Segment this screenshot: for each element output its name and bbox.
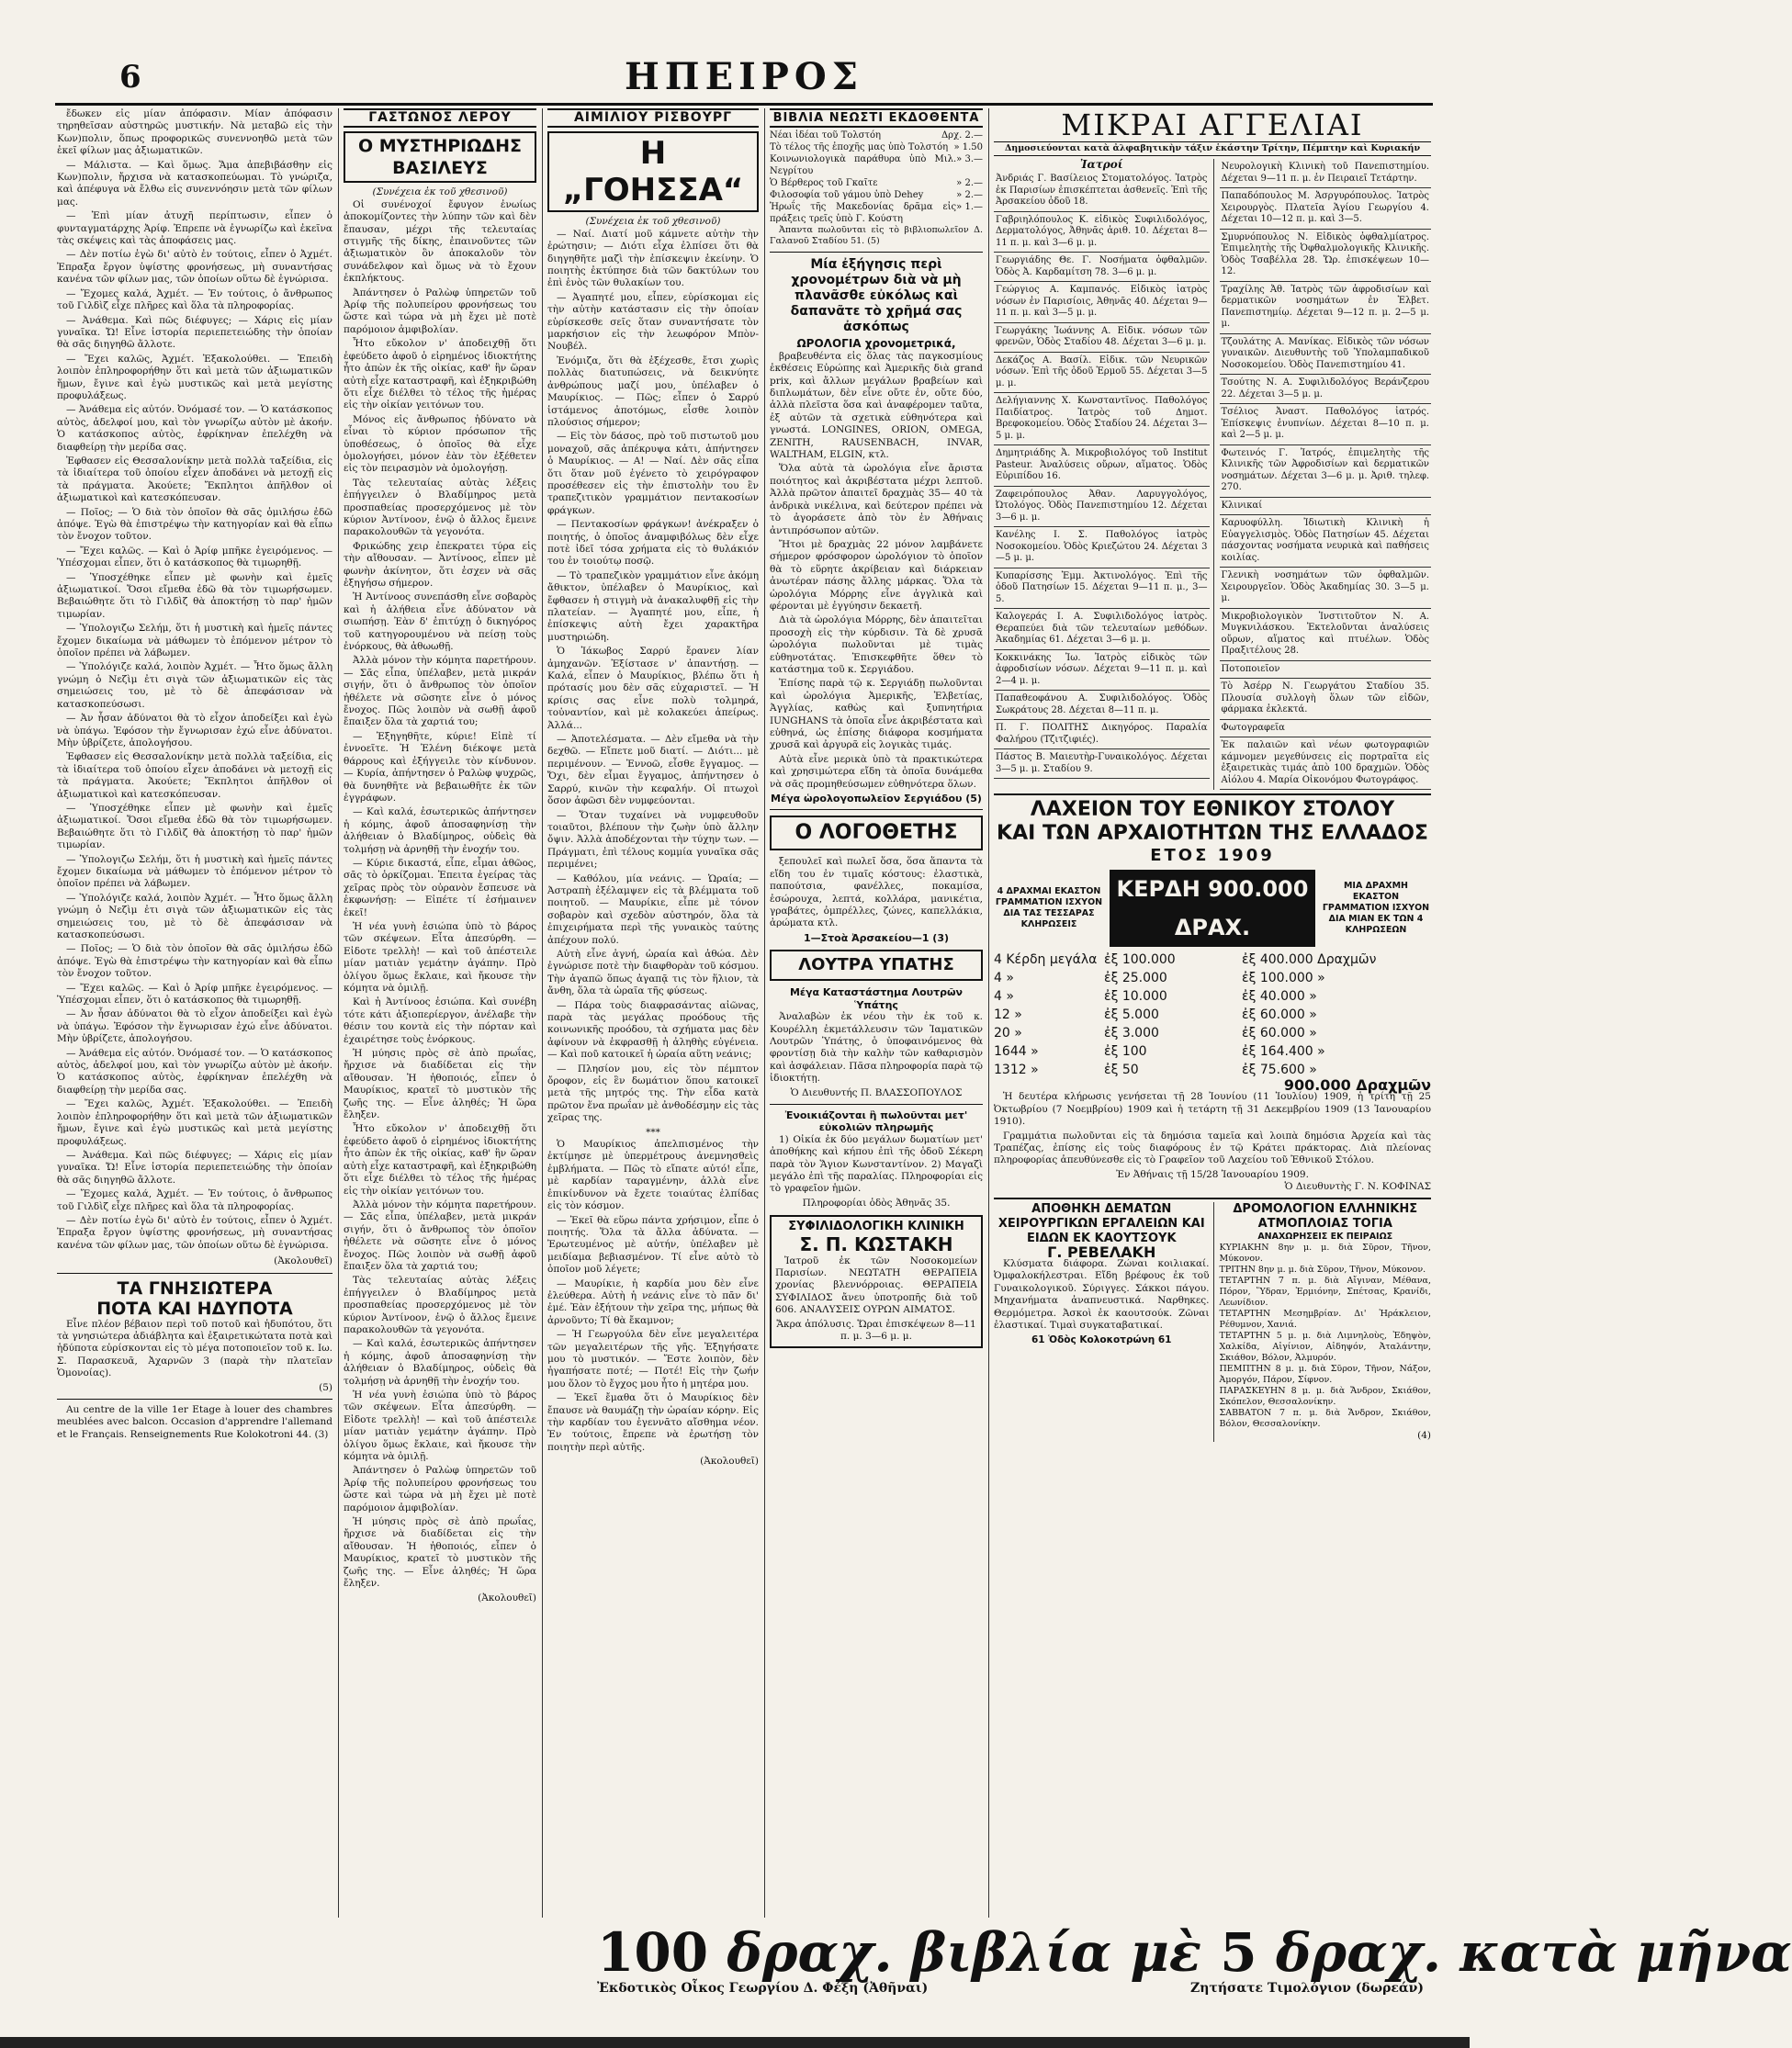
lottery-cell: ἐξ 100.000 »: [1242, 971, 1325, 985]
lottery-left-note: 4 ΔΡΑΧΜΑΙ ΕΚΑΣΤΟΝ ΓΡΑΜΜΑΤΙΟΝ ΙΣΧΥΟΝ ΔΙΑ ΤΑΣ ΤΕΣΣΑΡΑΣ ΚΛΗΡΩΣΕΙΣ: [995, 886, 1103, 929]
banner-text: δραχ. βιβλία μὲ: [727, 1921, 1202, 1984]
novel-text: — Τὸ τραπεζικὸν γραμμάτιον εἶνε ἀκόμη ἄθικτον, ὑπέλαβεν ὁ Μαυρίκιος, καὶ ἔφθασεν ἡ στιγμὴ νὰ ἀνακαλυφθῇ εἰς τὴν πλατείαν. — Ἀγαπητέ μου, εἶπε, ἡ ἐπίσκεψις αὐτὴ ἔχει χαρακτῆρα μυστηριώδη.: [547, 569, 759, 643]
novel-text: Ἡ νέα γυνὴ ἐσιώπα ὑπὸ τὸ βάρος τῶν σκέψεων. Εἶτα ἀπεσύρθη. — Εἰδοτε τρελλὴ! — καὶ τοῦ ἀπέστειλε μίαν ματιὰν γεμάτην ἀγάπην. Πρὸ ὀλίγου ὅμως ἔκλαιε, καὶ ἤκουσε τὴν κόμητα νὰ ὁμιλῇ.: [344, 920, 536, 994]
col1-text: — Ὑποσχέθηκε εἶπεν μὲ φωνὴν καὶ ἐμεῖς ἀξιωματικοί. Ὅσοι εἴμεθα ἐδῶ θὰ τὸν τιμωρήσωμεν. Βεβαιώθητε ὅτι τὸ Γιλδὶζ θὰ ἀποκτήσῃ τὸ παρ' ἡμῶν τιμωρίαν.: [57, 802, 332, 851]
book-price: » 2.—: [956, 178, 983, 189]
novel-text: Ἡ νέα γυνὴ ἐσιώπα ὑπὸ τὸ βάρος τῶν σκέψεων. Εἶτα ἀπεσύρθη. — Εἰδοτε τρελλὴ! — καὶ τοῦ ἀπέστειλε μίαν ματιὰν γεμάτην ἀγάπην. Πρὸ ὀλίγου ὅμως ἔκλαιε, καὶ ἤκουσε τὴν κόμητα νὰ ὁμιλῇ.: [344, 1390, 536, 1463]
col1-text: — Ἀνάθεμα. Καὶ πῶς διέφυγες; — Χάρις εἰς μίαν γυναῖκα. Ὤ! Εἶνε ἱστορία περιεπετειώδης τὴν ὁποίαν θὰ σᾶς διηγηθῶ ἄλλοτε.: [57, 314, 332, 351]
schedule-row: ΣΑΒΒΑΤΟΝ 7 π. μ. διὰ Ἄνδρον, Σκιάθον, Βόλον, Θεσσαλονίκην.: [1219, 1407, 1431, 1429]
classified-ad: Φωτογραφεῖα: [1220, 720, 1432, 738]
clinic-text: Ἰατροῦ ἐκ τῶν Νοσοκομείων Παρισίων. ΝΕΩΤΑΤΗ ΘΕΡΑΠΕΙΑ χρονίας βλεννόρροιας. ΘΕΡΑΠΕΙΑ ΣΥΦΙΛΙΔΟΣ ἄνευ ὑποτροπῆς διὰ τοῦ 606. ΑΝΑΛΥΣΕΙΣ ΟΥΡΩΝ ΑΙΜΑΤΟΣ.: [775, 1255, 977, 1316]
col1-text: — Ἀν ἦσαν ἀδύνατοι θὰ τὸ εἶχον ἀποδείξει καὶ ἐγὼ νὰ ὑπάγω. Ἐφόσον τὴν ἔγνωρισαν ἐχώ εἶνε ἀδύνατοι. Μὴν ὑβρίζετε, ἀπολογήσου.: [57, 1008, 332, 1045]
watch-shop: Μέγα ὡρολογοπωλεῖον Σεργιάδου (5): [771, 793, 982, 805]
schedule-list: [1220, 1243, 1432, 1430]
book-title: Κοινωνιολογικὰ παράθυρα ὑπὸ Μιλ. Νεγρίτου: [770, 154, 957, 177]
col1-text: — Ἀνάθεμα εἰς αὐτόν. Ὀνόμασέ τον. — Ὁ κατάσκοπος αὐτὸς, ἀδελφοί μου, καὶ τὸν γνωρίζω αὐτὸν μὲ ἀκοήν. Ὁ κατάσκοπος αὐτὸς, ἐφρίκηναν ἐπελέχθη νὰ διαφθείρῃ τὴν μερίδα σας.: [57, 404, 332, 453]
classified-ad: Δημητριάδης Ἀ. Μικροβιολόγος τοῦ Institut Pasteur. Ἀναλύσεις οὔρων, αἵματος. Ὁδὸς Εὐριπίδου 16.: [994, 445, 1210, 487]
novel-text: Φρικώδης χειρ ἐπεκρατει τύρα εἰς τὴν αἴθουσαν. — Ἀντίνοος, εἶπεν μὲ φωνὴν ἀκίνητον, ὅτι ἐσχεν νὰ σᾶς ἐξηγήσω σήμερον.: [344, 540, 536, 589]
books-header: ΒΙΒΛΙΑ ΝΕΩΣΤΙ ΕΚΔΟΘΕΝΤΑ: [770, 108, 983, 128]
baths-title: ΛΟΥΤΡΑ ΥΠΑΤΗΣ: [770, 950, 983, 981]
lottery-row: [994, 987, 1431, 1006]
ads-right-list: [1220, 159, 1432, 790]
novel-text: — Καὶ καλά, ἐσωτερικῶς ἀπήντησεν ἡ κόμης, ἀφοῦ ἀποσαφηνίσῃ τὴν ἀλήθειαν ὁ Βλαδίμηρος, οὐδεὶς θὰ τολμήσῃ νὰ ἀρνηθῇ τὴν ἐνοχήν του.: [344, 1338, 536, 1387]
column-rule: [338, 108, 339, 1918]
classified-ad: Τζουλάτης Α. Μανίκας. Εἰδικὸς τῶν νόσων γυναικῶν. Διευθυντὴς τοῦ Ὑπολαμπαδικοῦ Νοσοκομείου. Ὁδὸς Πανεπιστημίου 41.: [1220, 334, 1432, 376]
novel-title: Η „ΓΟΗΣΣΑ“: [547, 131, 759, 212]
lottery-cell: 12 »: [994, 1007, 1022, 1022]
book-title: Τὸ τέλος τῆς ἐποχῆς μας ὑπὸ Τολστόη: [770, 142, 949, 153]
store-owner: Γ. ΡΕΒΕΛΑΚΗ: [1047, 1243, 1156, 1261]
schedule-row: ΤΕΤΑΡΤΗΝ 7 π. μ. διὰ Αἴγιναν, Μέθανα, Πόρον, Ὕδραν, Ἑρμιόνην, Σπέτσας, Κρανίδι, Λεωνίδιον.: [1219, 1275, 1431, 1308]
col1-text: — Μάλιστα. — Καὶ ὅμως. Ἅμα ἀπεβιβάσθην εἰς Κων)πολιν, ἤρχισα νὰ κατασκοπεύωμαι. Τὸ γνώριζα, καὶ ἀπέφυγα νὰ ἔλθω εἰς συνεννόησιν μετὰ τῶν φίλων μας.: [57, 159, 332, 208]
schedule-number: (4): [1417, 1429, 1431, 1441]
novel-text: Ἦτο εὔκολον ν' ἀποδειχθῇ ὅτι ἐφεύδετο ἀφοῦ ὁ εἰρημένος ἰδιοκτήτης ἦτο ἀπὼν ἐκ τῆς οἰκίας, καθ' ἣν ὥραν αὐτὴ εἶχε καταστραφῆ, καὶ ἐξηκριβώθη ὅτι εἶχε διέλθει τὸ τέλος τῆς ἡμέρας εἰς τὴν οἰκίαν γειτόνων του.: [344, 1123, 536, 1197]
logothetis-address: 1—Στοὰ Ἀρσακείου—1 (3): [803, 931, 950, 944]
doctors-heading: Ἰατροί: [1079, 158, 1123, 171]
col1-text: ἔδωκεν εἰς μίαν ἀπόφασιν. Μίαν ἀπόφασιν τηρηθεῖσαν αὐστηρῶς μυστικήν. Νὰ μεταβῶ εἰς τὴν Κων)πολιν, ὅπως προφορικῶς συνεννοηθῶ μετὰ τῶν ἐκεῖ φίλων μας ἀξιωματικῶν.: [57, 108, 332, 157]
classified-ad: Παπαθεοφάνου Α. Συφιλιδολόγος. Ὁδὸς Σωκράτους 28. Δέχεται 8—11 π. μ.: [994, 691, 1210, 720]
column-rule: [542, 108, 543, 1918]
classified-ad: Ἐκ παλαιῶν καὶ νέων φωτογραφιῶν κάμνομεν μεγεθύνσεις εἰς πορτραῖτα εἰς ἐξαιρετικὰς τιμάς ἀπὸ 100 δραχμῶν. Ὁδὸς Αἰόλου 4. Μαρία Οἰκονόμου Φωτογράφος.: [1220, 737, 1432, 790]
novel-text: — Ἀγαπητέ μου, εἶπεν, εὑρίσκομαι εἰς τὴν αὐτὴν κατάστασιν εἰς τὴν ὁποίαν εὑρίσκεσθε σεῖς ὅταν συναντήσατε τὸν μαρκήσιον εἰς τὴν λεωφόρον Μπὸν-Νουβέλ.: [547, 291, 759, 353]
lottery-cell: ἐξ 75.600 »: [1242, 1063, 1317, 1077]
classified-ad: Γλενικὴ νοσημάτων τῶν ὀφθαλμῶν. Χειρουργεῖον. Ὁδὸς Ἀκαδημίας 30. 3—5 μ. μ.: [1220, 568, 1432, 609]
column-2: [344, 108, 536, 1922]
novel-text: Αὐτὴ εἶνε ἁγνή, ὡραία καὶ ἀθώα. Δὲν ἐγνώρισε ποτὲ τὴν διαφθορὰν τοῦ κόσμου. Τὴν ἀγαπῶ ὅπως ἀγαπᾷ τις τὸν ἥλιον, τὰ ἄνθη, ὅλα τὰ ὡραῖα τῆς φύσεως.: [547, 948, 759, 997]
baths-text: Ἀναλαβὼν ἐκ νέου τὴν ἐκ τοῦ κ. Κουρέλλη ἐκμετάλλευσιν τῶν Ἱαματικῶν Λουτρῶν Ὑπάτης, ὁ ὑποφαινόμενος θὰ φροντίσῃ διὰ τὴν καλὴν τῶν καθαρισμὸν καὶ ἀσφάλειαν. Πᾶσα πληροφορία παρὰ τῷ ἰδιοκτήτῃ.: [770, 1011, 983, 1085]
baths-subtitle: Μέγα Καταστάστημα Λουτρῶν Ὑπάτης: [789, 986, 964, 1011]
lottery-year: ΕΤΟΣ 1909: [1150, 846, 1275, 865]
classified-ad: Κυπαρίσσης Ἐμμ. Ἀκτινολόγος. Ἐπὶ τῆς ὁδοῦ Πατησίων 15. Δέχεται 9—11 π. μ., 3—5.: [994, 568, 1210, 610]
schedule-row: ΤΡΙΤΗΝ 8ην μ. μ. διὰ Σῦρον, Τῆνον, Μύκονον.: [1219, 1264, 1426, 1275]
book-title: Ἡρωΐς τῆς Μακεδονίας δρᾶμα εἰς πράξεις τρεῖς ὑπὸ Γ. Κούστη: [770, 202, 957, 225]
section-stars: ***: [646, 1126, 660, 1138]
classified-ad: Δελήγιαννης Χ. Κωνσταντῖνος. Παθολόγος Παιδίατρος. Ἰατρὸς τοῦ Δημοτ. Βρεφοκομείου. Ὁδὸς Σταδίου 24. Δέχεται 3—5 μ. μ.: [994, 393, 1210, 445]
lottery-note: Γραμμάτια πωλοῦνται εἰς τὰ δημόσια ταμεῖα καὶ λοιπὰ δημόσια Ἀρχεία καὶ τὰς Τραπέζας, ἐπίσης εἰς τοὺς διαφόρους ἐν τῷ Κράτει πράκτορας. Διὰ πλείονας πληροφορίας ἀπευθύνεσθε εἰς τὸ Γραφεῖον τοῦ Λαχείου τοῦ Ἐθνικοῦ Στόλου.: [994, 1130, 1431, 1166]
lottery-cell: 20 »: [994, 1026, 1022, 1041]
lottery-cell: ἐξ 25.000: [1104, 971, 1167, 985]
lottery-note: Ἡ δευτέρα κλήρωσις γενήσεται τῇ 28 Ἰουνίου (11 Ἰουλίου) 1909, ἡ τρίτη τῇ 25 Ὀκτωβρίου (7 Νοεμβρίου) 1909 καὶ ἡ τετάρτη τῇ 31 Δεκεμβρίου 1909 (13 Ἰανουαρίου 1910).: [994, 1091, 1431, 1128]
col1-text: — Ὑπολόγιζε καλά, λοιπὸν Ἀχμέτ. — Ἦτο ὅμως ἄλλη γνώμη ὁ Νεζὶμ ἐτι σιγὰ τῶν ἀξιωματικῶν εἰς τὰς σημειώσεις του, μὲ τὸ δὲ ἀπεφάσισαν νὰ κατασκοπεύσωσι.: [57, 661, 332, 710]
banner-amount: 100: [597, 1921, 709, 1984]
col1-text: Ἐφθασεν εἰς Θεσσαλονίκην μετὰ πολλὰ ταξείδια, εἰς τὰ ἰδιαίτερα τοῦ ὁποίου εἶχεν ἀποδάνει νὰ μετοχῇ εἰς τὰ πράγματα. Ἀκούετε; Ἔκπλητοι ἀπῆλθον οἱ ἀξιωματικοὶ καὶ κατεσκόπευσαν.: [57, 751, 332, 800]
book-title: Ὁ Βέρθερος τοῦ Γκαῖτε: [770, 178, 878, 189]
book-price: » 3.—: [956, 154, 983, 165]
book-price: Δρχ. 2.—: [941, 130, 983, 141]
novel-text: — Ἐκεῖ ἔμαθα ὅτι ὁ Μαυρίκιος δὲν ἔπαυσε νὰ θαυμάζῃ τὴν ὡραίαν κόρην. Εἰς τὴν καρδίαν του ἐγεννᾶτο αἴσθημα νέον. Ἐν τούτοις, ἔπρεπε νὰ ἐρωτήσῃ τὸν ποιητὴν περὶ αὐτῆς.: [547, 1392, 759, 1453]
col1-text: Ἐφθασεν εἰς Θεσσαλονίκην μετὰ πολλὰ ταξείδια, εἰς τὰ ἰδιαίτερα τοῦ ὁποίου εἶχεν ἀποδάνει νὰ μετοχῇ εἰς τὰ πράγματα. Ἀκούετε; Ἔκπλητοι ἀπῆλθον οἱ ἀξιωματικοὶ καὶ κατεσκόπευσαν.: [57, 455, 332, 504]
book-row: [770, 129, 983, 141]
column-3: [547, 108, 759, 1922]
classified-ad: Μικροβιολογικὸν Ἰνστιτοῦτον Ν. Α. Μυγκνιλάσκου. Ἐκτελοῦνται ἀναλύσεις οὔρων, αἵματος καὶ πτυέλων. Ὁδὸς Πραξιτέλους 28.: [1220, 609, 1432, 661]
lottery-cell: 1312 »: [994, 1063, 1039, 1077]
classified-ad: Ἀνδριάς Γ. Βασίλειος Στοματολόγος. Ἰατρὸς ἐκ Παρισίων ἐπισκέπτεται ἀσθενεῖς. Ἐπὶ τῆς Ἀρσακείου ὁδοῦ 18.: [994, 171, 1210, 212]
book-title: Φιλοσοφία τοῦ γάμου ὑπὸ Dehey: [770, 190, 924, 201]
banner-catalog: Ζητήσατε Τιμολόγιον (δωρεάν): [1190, 1981, 1424, 1996]
watch-ad-subtitle: ΩΡΟΛΟΓΙΑ χρονομετρικά,: [796, 337, 956, 351]
col1-text: — Ἔχει καλῶς. — Καὶ ὁ Ἀρίφ μπῆκε ἐγειρόμενος. — Ὑπέσχομαι εἶπεν, ὅτι ὁ κατάσκοπος θὰ τιμωρηθῇ.: [57, 982, 332, 1007]
logothetis-text: ξεπουλεῖ καὶ πωλεῖ ὅσα, ὅσα ἅπαντα τὰ εἴδη του ἐν τιμαῖς κόστους: ἐλαστικὰ, παπούτσια, φανέλλες, ποκαμίσα, ἐσώρουχα, λεπτά, κολλάρα, μανικέτια, γραβάτες, ὀμπρέλλες, ζώνες, καπελλάκια, ἀρώματα κτλ.: [770, 856, 983, 929]
lottery-cell: 4 Κέρδη μεγάλα: [994, 952, 1098, 967]
rent-text: 1) Οἰκία ἐκ δύο μεγάλων δωματίων μετ' ἀποθήκης καὶ κήπου ἐπὶ τῆς ὁδοῦ Σέκερη παρὰ τὸν Ἅγιον Κωνσταντίνον. 2) Μαγαζὶ μεγάλο ἐπὶ τῆς παραλίας. Πληροφορίαι εἰς τὸ γραφεῖον ἡμῶν.: [770, 1133, 983, 1195]
schedule-row: ΠΑΡΑΣΚΕΥΗΝ 8 μ. μ. διὰ Ἄνδρον, Σκιάθον, Σκόπελον, Θεσσαλονίκην.: [1219, 1385, 1431, 1407]
classified-ad: Γεωργιάδης Θε. Γ. Νοσήματα ὀφθαλμῶν. Ὁδὸς Ἀ. Καρδαμίτση 78. 3—6 μ. μ.: [994, 253, 1210, 282]
lottery-right-note: ΜΙΑ ΔΡΑΧΜΗ ΕΚΑΣΤΟΝ ΓΡΑΜΜΑΤΙΟΝ ΙΣΧΥΟΝ ΔΙΑ ΜΙΑΝ ΕΚ ΤΩΝ 4 ΚΛΗΡΩΣΕΩΝ: [1322, 881, 1430, 935]
watch-ad-text: Διὰ τὰ ὡρολόγια Μόρρης, δὲν ἀπαιτεῖται προσοχὴ εἰς τὴν κύρδισιν. Τὰ δὲ χρυσᾶ ὡρολόγια πωλοῦνται μὲ τιμὰς εὐθηνοτάτας. Ἐπισκεφθῆτε ὅθεν τὸ κατάστημα τοῦ κ. Σεργιάδου.: [770, 614, 983, 675]
novel-text: — Ἀποτελέσματα. — Δὲν εἴμεθα νὰ τὴν δεχθῶ. — Εἴπετε μοῦ διατί. — Διότι... μὲ περιμένουν. — Ἐννοῶ, εἶσθε ἔγγαμος. — Ὄχι, δὲν εἶμαι ἔγγαμος, ἀπήντησεν ὁ Σαρρύ, κινῶν τὴν κεφαλήν. Οἱ πτωχοὶ ὅσον ἀφῶσι δὲν νυμφεύονται.: [547, 734, 759, 807]
novel-text: — Καθόλου, μία νεάνις. — Ὡραία; — Ἀστραπὴ ἐξέλαμψεν εἰς τὰ βλέμματα τοῦ ποιητοῦ. — Μαυρίκιε, εἶπε μὲ τόνον σοβαρὸν καὶ σχεδὸν αὐστηρόν, ὅλα τὰ ἐπιχειρήματα περὶ τῆς γυναικὸς ταύτης ἀπέχουν πολύ.: [547, 872, 759, 946]
classifieds-header: ΜΙΚΡΑΙ ΑΓΓΕΛΙΑΙ: [1061, 107, 1364, 142]
store-items: Κλύσματα διάφορα. Ζώναι κοιλιακαί. Ὀμφαλοκήλεστραι. Εἴδη βρέφους ἐκ τοῦ Γυναικολογικοῦ. Σύριγγες. Σάκκοι πάγου. Μηχανήματα ἀναπνευστικά. Ναρθηκες. Θερμόμετρα. Ἀσκοὶ ἐκ καουτσούκ. Ζῶναι ἐλαστικαί. Τιμαὶ συγκαταβατικαί.: [994, 1258, 1210, 1332]
ads-left-list: [994, 171, 1210, 779]
novel-author: ΓΑΣΤΩΝΟΣ ΛΕΡΟΥ: [344, 108, 536, 128]
banner-amount: 5: [1220, 1921, 1257, 1984]
classified-ad: Τσούτης Ν. Α. Συφιλιδολόγος Βεράνζερου 22. Δέχεται 3—5 μ. μ.: [1220, 375, 1432, 404]
logothetis-title: Ο ΛΟΓΟΘΕΤΗΣ: [770, 816, 983, 850]
column-4: [770, 108, 983, 1908]
classified-ad: Γεωργάκης Ἰωάννης Α. Εἰδικ. νόσων τῶν φρενῶν, Ὁδὸς Σταδίου 48. Δέχεται 3—6 μ. μ.: [994, 323, 1210, 353]
lottery-signature: Ὁ Διευθυντὴς Γ. Ν. ΚΟΦΙΝΑΣ: [1284, 1181, 1431, 1193]
classified-ad: Φωτεινός Γ. Ἰατρός, ἐπιμελητὴς τῆς Κλινικῆς τῶν Ἀφροδισίων καὶ δερματικῶν νοσημάτων. Δέχεται 3—6 μ. μ. Ἀριθ. τηλεφ. 270.: [1220, 445, 1432, 498]
classified-ad: Τραχίλης Ἀθ. Ἰατρὸς τῶν ἀφροδισίων καὶ δερματικῶν νοσημάτων ἐν Ἑλβετ. Πανεπιστημίῳ. Δέχεται 9—12 π. μ. 2—5 μ. μ.: [1220, 282, 1432, 334]
clinic-address: Ἄκρα ἀπόλυσις. Ὥραι ἐπισκέψεων 8—11 π. μ. 3—6 μ. μ.: [776, 1318, 976, 1343]
watch-ad-text: Ἤτοι μὲ δραχμὰς 22 μόνον λαμβάνετε σήμερον φρόσφορον ὡρολόγιον τὸ ὁποῖον θὰ τὸ εὕρητε ἀκρίβειαν καὶ διάρκειαν ἀνωτέραν πάσης ἄλλης μάρκας. Ὅλα τὰ ὡρολόγια Μόρρης εἶνε ἀγγλικὰ καὶ φέρονται μὲ ἐγγύησιν δεκαετῆ.: [770, 538, 983, 612]
book-price: » 2.—: [956, 190, 983, 201]
classified-ad: Νευρολογικὴ Κλινικὴ τοῦ Πανεπιστημίου. Δέχεται 9—11 π. μ. ἐν Πειραιεῖ Τετάρτην.: [1220, 159, 1432, 188]
column-5: [994, 108, 1431, 1908]
book-row: [770, 141, 983, 153]
banner-publisher: Ἐκδοτικὸς Οἶκος Γεωργίου Δ. Φέξη (Ἀθῆναι): [597, 1981, 929, 1996]
ad-title: ΠΟΤΑ ΚΑΙ ΗΔΥΠΟΤΑ: [96, 1298, 293, 1319]
novel-title: Ο ΜΥΣΤΗΡΙΩΔΗΣ ΒΑΣΙΛΕΥΣ: [344, 131, 536, 183]
watch-ad-text: Ἐπίσης παρὰ τῷ κ. Σεργιάδῃ πωλοῦνται καὶ ὡρολόγια Ἀμερικῆς, Ἑλβετίας, Ἀγγλίας, καθὼς καὶ ξυπνητήρια IUNGHANS τὰ ὁποῖα εἶνε ἀκριβέστατα καὶ εὐθηνά, ὡς ἐπίσης διάφορα κοσμήματα χρυσᾶ καὶ ἀργυρᾶ εἰς λογικὰς τιμάς.: [770, 678, 983, 751]
lottery-cell: ἐξ 400.000 Δραχμῶν: [1242, 952, 1377, 967]
col1-text: — Ποῖος; — Ὁ διὰ τὸν ὁποῖον θὰ σᾶς ὁμιλήσω ἐδῶ ἀπόψε. Ἐγὼ θὰ ἐπιστρέψω τὴν κατηγορίαν καὶ θὰ εἶπω τὸν ἔνοχον τοῦτον.: [57, 506, 332, 543]
divider: [57, 1399, 332, 1400]
ad-number: (5): [319, 1381, 332, 1393]
novel-text: Οἱ συνένοχοί ἔφυγον ἐνωίως ἀποκομίζοντες τὴν λύπην τῶν καὶ δὲν ἔπαυσαν, μέχρι τῆς τελευταίας στιγμῆς τῆς δίκης, ἐπαινοῦντες τῶν ἀξιωματικὸν ὃν ἀποκαλοῦν τὸν συνάδελφον καὶ ὅμως νὰ τὸ ἔχουν ἐκπλήκτους.: [344, 198, 536, 285]
col1-text: — Ὑπολογιζω Σελήμ, ὅτι ἡ μυστικὴ καὶ ἡμεῖς πάντες ἔχομεν δικαίωμα νὰ μάθωμεν τὸ ἐπόμενον μέτρον τὸ ὁποῖον πρέπει νὰ λάβωμεν.: [57, 623, 332, 659]
novel-subtitle: (Συνέχεια ἐκ τοῦ χθεσινοῦ): [585, 216, 721, 228]
paper-name: ΗΠΕΙΡΟΣ: [625, 55, 863, 98]
lottery-cell: ἐξ 60.000 »: [1242, 1026, 1317, 1041]
lottery-total: 900.000 Δραχμῶν: [1283, 1076, 1431, 1094]
classified-ad: Ζαφειρόπουλος Ἀθαν. Λαρυγγολόγος, Ὠτολόγος. Ὁδὸς Πανεπιστημίου 12. Δέχεται 3—6 μ. μ.: [994, 487, 1210, 528]
col1-text: — Ἔχει καλῶς, Ἀχμέτ. Ἐξακολούθει. — Ἐπειδὴ λοιπὸν ἐπληροφορήθην ὅτι καὶ μετὰ τῶν ἀξιωματικῶν ἥμων, ἔγινε καὶ ἐγὼ μυστικῶς καὶ μετὰ μεγίστης προφυλάξεως.: [57, 353, 332, 401]
divider: [770, 809, 983, 810]
novel-text: — Πλησίον μου, εἰς τὸν πέμπτον ὄροφον, εἰς ἓν δωμάτιον ὅπου κατοικεῖ μετὰ τῆς μητρός της. Τὴν εἶδα κατὰ πρῶτον ἕνα πρωΐαν μὲ ἀνθοδέσμην εἰς τὰς χεῖρας της.: [547, 1063, 759, 1124]
clinic-ad: [770, 1215, 983, 1348]
book-title: Νέαι ἰδέαι τοῦ Τολστόη: [770, 130, 881, 141]
clinic-title: ΣΥΦΙΛΙΔΟΛΟΓΙΚΗ ΚΛΙΝΙΚΗ: [788, 1220, 964, 1234]
col1-text: — Ἔχομες καλά, Ἀχμέτ. — Ἐν τούτοις, ὁ ἄνθρωπος τοῦ Γιλδὶζ εἶχε πλῆρες καὶ ὅλα τὰ πληροφορίας.: [57, 1188, 332, 1212]
novel-text: Ἀπάντησεν ὁ Ραλὼφ ὑπηρετῶν τοῦ Ἀρίφ τῆς πολυπείρου φρονήσεως του ὥστε καὶ τώρα νὰ μὴ ἔχει μὲ ποτὲ παρόμοιον ἀμφιβολίαν.: [344, 1465, 536, 1513]
novel-text: Ἀλλὰ μόνον τὴν κόμητα παρετήρουν. — Σᾶς εἶπα, ὑπέλαβεν, μετὰ μικράν σιγήν, ὅτι ὁ ἄνθρωπος τὸν ὁποῖον ἠθέλετε νὰ σῶσητε εἶνε ὁ μόνος ἔνοχος. Πῶς λοιπὸν νὰ σωθῇ ἀφοῦ ἔπαιξεν ὅλα τὰ χαρτιά του;: [344, 655, 536, 728]
classified-ad: Γαβριηλόπουλος Κ. εἰδικὸς Συφιλιδολόγος, Δερματολόγος, Ἀθηνᾶς ἀριθ. 10. Δέχεται 8—11 π. μ. καὶ 3—6 μ. μ.: [994, 212, 1210, 253]
book-price: » 1.—: [956, 202, 983, 213]
banner-headline: [597, 1921, 1792, 1984]
novel-text: Ἦτο εὔκολον ν' ἀποδειχθῇ ὅτι ἐφεύδετο ἀφοῦ ὁ εἰρημένος ἰδιοκτήτης ἦτο ἀπὼν ἐκ τῆς οἰκίας, καθ' ἣν ὥραν αὐτὴ εἶχε καταστραφῆ, καὶ ἐξηκριβώθη ὅτι εἶχε διέλθει τὸ τέλος τῆς ἡμέρας εἰς τὴν οἰκίαν γειτόνων του.: [344, 338, 536, 411]
lottery-cell: ἐξ 40.000 »: [1242, 989, 1317, 1004]
lottery-prize: ΚΕΡΔΗ 900.000 ΔΡΑΧ.: [1110, 870, 1315, 947]
lottery-cell: ἐξ 3.000: [1104, 1026, 1159, 1041]
lottery-cell: 4 »: [994, 989, 1014, 1004]
novel-text: Τὰς τελευταίας αὐτὰς λέξεις ἐπήγγειλεν ὁ Βλαδίμηρος μετὰ προσπαθείας προσερχόμενος μὲ τὸν κύριον Ἀντίνοον, ἐνῷ ὁ ἄλλος ἔμεινε παρακολουθῶν τὰ γεγονότα.: [344, 477, 536, 538]
novel-text: — Ἡ Γεωργούλα δὲν εἶνε μεγαλειτέρα τῶν μεγαλειτέρων τῆς γῆς. Ἐξηγήσατε μου τὸ μυστικόν. — Ἔστε λοιπὸν, δὲν ἠγαπήσατε ποτέ; — Ποτέ! Εἰς τὴν ζωήν μου ὅλον τὸ ἔγχος μου ἦτο ἡ μητέρα μου.: [547, 1329, 759, 1390]
lottery-cell: ἐξ 100: [1104, 1044, 1147, 1059]
lottery-ad: [994, 793, 1431, 1194]
book-row: [770, 153, 983, 177]
schedule-row: ΚΥΡΙΑΚΗΝ 8ην μ. μ. διὰ Σῦρον, Τῆνον, Μύκονον.: [1219, 1242, 1431, 1264]
rent-title: Ἐνοικιάζονται ἢ πωλοῦνται μετ' εὐκολιῶν πληρωμῆς: [784, 1108, 968, 1134]
column-rule: [764, 108, 765, 1918]
classified-ad: Κανέλης Ι. Σ. Παθολόγος ἰατρὸς Νοσοκομείου. Ὁδὸς Κριεζώτου 24. Δέχεται 3—5 μ. μ.: [994, 527, 1210, 568]
novel-author: ΑΙΜΙΛΙΟΥ ΡΙΣΒΟΥΡΓ: [547, 108, 759, 128]
novel-text: Ἡ Ἀντίνοος συνεπάσθη εἶνε σοβαρὸς καὶ ἡ ἀλήθεια εἶνε ἀδύνατον νὰ σιωπήσῃ. Ἐὰν δ' ἐπιτύχῃ ὁ δικηγόρος τοῦ κατηγορουμένου νὰ πείσῃ τοὺς ἐνόρκους, θὰ ἀθωωθῇ.: [344, 591, 536, 653]
novel-text: — Ἐξηγηθῆτε, κύριε! Εἰπὲ τί ἐννοεῖτε. Ἡ Ἐλένη διέκοψε μετὰ θάρρους καὶ ἐξήγγειλε τὸν κίνδυνον. — Κυρία, ἀπήντησεν ὁ Ραλὼφ ψυχρῶς, θὰ δυνηθῆτε νὰ βεβαιωθῆτε ἐκ τῶν ἐγγράφων.: [344, 730, 536, 804]
novel-text: Ἡ μύησις πρὸς σὲ ἀπὸ πρωΐας, ἤρχισε νὰ διαδίδεται εἰς τὴν αἴθουσαν. Ἡ ἠθοποιός, εἶπεν ὁ Μαυρίκιος, κρατεῖ τὸ μυστικὸν τῆς ζωῆς της. — Εἶνε ἀληθές; Ἡ ὥρα ἔληξεν.: [344, 1048, 536, 1121]
book-row: [770, 189, 983, 201]
divider: [770, 1104, 983, 1105]
schedule-ad: [1220, 1202, 1432, 1442]
classified-ad: Ποτοποιεῖον: [1220, 661, 1432, 680]
classified-ad: Γεώργιος Α. Καμπανός. Εἰδικὸς ἰατρὸς νόσων ἐν Παρισίοις, Ἀθηνᾶς 40. Δέχεται 9—11 π. μ. καὶ 3—5 μ. μ.: [994, 282, 1210, 323]
lottery-cell: ἐξ 60.000 »: [1242, 1007, 1317, 1022]
col1-text: — Ποῖος; — Ὁ διὰ τὸν ὁποῖον θὰ σᾶς ὁμιλήσω ἐδῶ ἀπόψε. Ἐγὼ θὰ ἐπιστρέψω τὴν κατηγορίαν καὶ θὰ εἶπω τὸν ἔνοχον τοῦτον.: [57, 943, 332, 980]
col1-text: — Ἀν ἦσαν ἀδύνατοι θὰ τὸ εἶχον ἀποδείξει καὶ ἐγὼ νὰ ὑπάγω. Ἐφόσον τὴν ἔγνωρισαν ἐχώ εἶνε ἀδύνατοι. Μὴν ὑβρίζετε, ἀπολογήσου.: [57, 713, 332, 748]
column-rule: [988, 108, 989, 1918]
lottery-title: ΚΑΙ ΤΩΝ ΑΡΧΑΙΟΤΗΤΩΝ ΤΗΣ ΕΛΛΑΔΟΣ: [997, 822, 1428, 845]
novel-text: Τὰς τελευταίας αὐτὰς λέξεις ἐπήγγειλεν ὁ Βλαδίμηρος μετὰ προσπαθείας προσερχόμενος μὲ τὸν κύριον Ἀντίνοον, ἐνῷ ὁ ἄλλος ἔμεινε παρακολουθῶν τὰ γεγονότα.: [344, 1275, 536, 1335]
lottery-cell: ἐξ 10.000: [1104, 989, 1167, 1004]
page-number: 6: [119, 59, 141, 96]
lottery-title: ΛΑΧΕΙΟΝ ΤΟΥ ΕΘΝΙΚΟΥ ΣΤΟΛΟΥ: [1030, 798, 1395, 821]
col1-text: — Ἀνάθεμα εἰς αὐτόν. Ὀνόμασέ τον. — Ὁ κατάσκοπος αὐτὸς, ἀδελφοί μου, καὶ τὸν γνωρίζω αὐτὸν μὲ ἀκοήν. Ὁ κατάσκοπος αὐτὸς, ἐφρίκηναν ἐπελέχθη νὰ διαφθείρῃ τὴν μερίδα σας.: [57, 1047, 332, 1096]
lottery-cell: ἐξ 50: [1104, 1063, 1139, 1077]
store-title: ΑΠΟΘΗΚΗ ΔΕΜΑΤΩΝ ΧΕΙΡΟΥΡΓΙΚΩΝ ΕΡΓΑΛΕΙΩΝ ΚΑΙ ΕΙΔΩΝ ΕΚ ΚΑΟΥΤΣΟΥΚ: [997, 1201, 1205, 1245]
lottery-row: [994, 951, 1431, 969]
novel-text: — Ὅταν τυχαίνει νὰ νυμφευθοῦν τοιαῦτοι, βλέπουν τὴν ζωὴν ὑπὸ ἄλλην ὄψιν. Ἀλλὰ ἀποδέχονται τὴν τύχην των. — Πράγματι, ἐπὶ τέλους κομμία γυναῖκα σᾶς περιμένει;: [547, 809, 759, 871]
schedule-title: ΔΡΟΜΟΛΟΓΙΟΝ ΕΛΛΗΝΙΚΗΣ ΑΤΜΟΠΛΟΙΑΣ ΤΟΓΙΑ: [1233, 1201, 1418, 1231]
lottery-row: [994, 1024, 1431, 1042]
column-1: [57, 108, 332, 1922]
lottery-row: [994, 1042, 1431, 1061]
lottery-row: [994, 969, 1431, 987]
novel-text: — Ἐκεῖ θὰ εὕρω πάντα χρήσιμον, εἶπε ὁ ποιητής. Ὅλα τὰ ἄλλα ἀδύνατα. — Ἐρωτευμένος μὲ αὐτήν, ὑπέλαβεν μὲ μειδίαμα βεβιασμένον. Τί εἶνε αὐτὸ τὸ ὁποῖον μοῦ λέγετε;: [547, 1214, 759, 1276]
lottery-cell: ἐξ 100.000: [1104, 952, 1176, 967]
classifieds-right: [1220, 159, 1432, 790]
schedule-subtitle: ΑΝΑΧΩΡΗΣΕΙΣ ΕΚ ΠΕΙΡΑΙΩΣ: [1257, 1231, 1393, 1242]
lottery-cell: 1644 »: [994, 1044, 1039, 1059]
books-list: [770, 129, 983, 225]
novel-text: — Καὶ καλά, ἐσωτερικῶς ἀπήντησεν ἡ κόμης, ἀφοῦ ἀποσαφηνίσῃ τὴν ἀλήθειαν ὁ Βλαδίμηρος, οὐδεὶς θὰ τολμήσῃ νὰ ἀρνηθῇ τὴν ἐνοχήν του.: [344, 806, 536, 855]
novel-text: Καὶ ἡ Ἀντίνοος ἐσιώπα. Καὶ συνέβη τότε κάτι ἀξιοπερίεργον, ἀνέλαβε τὴν θέσιν του κοντὰ εἰς τὴν πόρταν καὶ ἐχαιρέτησε τοὺς ἐνόρκους.: [344, 996, 536, 1045]
classified-ad: Δεκάζος Α. Βασίλ. Εἰδικ. τῶν Νευρικῶν νόσων. Ἐπὶ τῆς ὁδοῦ Ἑρμοῦ 55. Δέχεται 3—5 μ. μ.: [994, 353, 1210, 394]
masthead: [55, 53, 1433, 101]
col1-text: — Ὑπολόγιζε καλά, λοιπὸν Ἀχμέτ. — Ἦτο ὅμως ἄλλη γνώμη ὁ Νεζὶμ ἐτι σιγὰ τῶν ἀξιωματικῶν εἰς τὰς σημειώσεις του, μὲ τὸ δὲ ἀπεφάσισαν νὰ κατασκοπεύσωσι.: [57, 892, 332, 940]
classifieds-subheader: Δημοσιεύονται κατὰ ἀλφαβητικὴν τάξιν ἑκάστην Τρίτην, Πέμπτην καὶ Κυριακήν: [994, 141, 1431, 156]
clinic-doctor: Σ. Π. ΚΩΣΤΑΚΗ: [799, 1232, 953, 1255]
continued-note: (Ἀκολουθεῖ): [700, 1456, 759, 1468]
store-ad: [994, 1202, 1214, 1442]
novel-text: Ἡ μύησις πρὸς σὲ ἀπὸ πρωΐας, ἤρχισε νὰ διαδίδεται εἰς τὴν αἴθουσαν. Ἡ ἠθοποιός, εἶπεν ὁ Μαυρίκιος, κρατεῖ τὸ μυστικὸν τῆς ζωῆς της. — Εἶνε ἀληθές; Ἡ ὥρα ἔληξεν.: [344, 1516, 536, 1590]
classifieds-grid: [994, 159, 1431, 790]
novel-text: — Εἰς τὸν δάσος, πρὸ τοῦ πιστωτοῦ μου μοναχοῦ, σᾶς ἀπέκρυψα κἀτι, ἀπήντησεν ὁ Μαυρίκιος. — Α! — Ναί. Δὲν σᾶς εἶπα ὅτι ὅταν μοῦ ἐγένετο τὸ χειρόγραφον προσέθεσεν εἰς τὴν ἐπιστολὴν του ἓν τραπεζιτικὸν γραμμάτιον πεντακοσίων φράγκων.: [547, 431, 759, 516]
classified-ad: Καλογεράς Ι. Α. Συφιλιδολόγος ἰατρὸς. Θεραπεύει διὰ τῶν τελευταίων μεθόδων. Ἀκαδημίας 61. Δέχεται 3—6 μ. μ.: [994, 609, 1210, 650]
lottery-cell: ἐξ 5.000: [1104, 1007, 1159, 1022]
novel-text: — Μαυρίκιε, ἡ καρδία μου δὲν εἶνε ἐλεύθερα. Αὐτὴ ἡ νεάνις εἶνε τὸ πᾶν δι' ἐμέ. Ἐὰν ἐξήτουν τὴν χεῖρα της, μήπως θὰ ἀρνοῦντο; Τί θὰ ἔκαμνον;: [547, 1277, 759, 1326]
watch-ad-text: Αὐτὰ εἶνε μερικὰ ὑπὸ τὰ πρακτικώτερα καὶ χρησιμώτερα εἴδη τὰ ὁποῖα δυνάμεθα νὰ σᾶς προμηθεύσωμεν εὐθηνότερα ὅλων.: [770, 753, 983, 790]
classified-ad: Τσέλιος Ἀναστ. Παθολόγος ἰατρός. Ἐπίσκεψις ἐνυπνίων. Δέχεται 8—10 π. μ. καὶ 2—5 μ. μ.: [1220, 404, 1432, 445]
col1-text: — Ἔχει καλῶς, Ἀχμέτ. Ἐξακολούθει. — Ἐπειδὴ λοιπὸν ἐπληροφορήθην ὅτι καὶ μετὰ τῶν ἀξιωματικῶν ἥμων, ἔγινε καὶ ἐγὼ μυστικῶς καὶ μετὰ μεγίστης προφυλάξεως.: [57, 1098, 332, 1147]
novel-text: Ἀπάντησεν ὁ Ραλὼφ ὑπηρετῶν τοῦ Ἀρίφ τῆς πολυπείρου φρονήσεως του ὥστε καὶ τώρα νὰ μὴ ἔχει μὲ ποτὲ παρόμοιον ἀμφιβολίαν.: [344, 287, 536, 335]
novel-text: Ὁ Μαυρίκιος ἀπελπισμένος τὴν ἐκτίμησε μὲ ὑπερμέτρους ἀνεμνησθεὶς ἐμβλήματα. — Πῶς τὸ εἴπατε αὐτό! εἶπε, μὲ καρδίαν ταραγμένην, ἀλλὰ εἶνε ἐπικίνδυνον νὰ ἔχετε τοιαύτας ἐλπίδας εἰς τὸν κόσμον.: [547, 1139, 759, 1212]
novel-text: — Κύριε δικαστά, εἶπε, εἶμαι ἀθῶος, σᾶς τὸ ὁρκίζομαι. Ἐπειτα ἐγείρας τὰς χεῖρας πρὸς τὸν οὐρανὸν ἔσπευσε νὰ ἐκφωνήσῃ: — Εἰπέτε τί ἐσήμαινεν ἐκεῖ!: [344, 857, 536, 918]
continued-note: (Ἀκολουθεῖ): [274, 1255, 332, 1267]
books-note: Ἀπαντα πωλοῦνται εἰς τὸ βιβλιοπωλεῖον Δ. Γαλανοῦ Σταδίου 51. (5): [770, 225, 983, 247]
col1-text: — Δὲν ποτίω ἐγὼ δι' αὐτὸ ἐν τούτοις, εἶπεν ὁ Ἀχμέτ. Ἐπραξα ἔργον ὑψίστης φρονήσεως, μὴ συναντήσας κανένα τῶν φίλων μας, τῶν ὁποίων οὕτω δὲ ἐγνώρισα.: [57, 249, 332, 286]
books-banner: [597, 1921, 1792, 1997]
book-row: [770, 201, 983, 225]
bottom-ads: [994, 1198, 1431, 1442]
col1-text: — Ἀνάθεμα. Καὶ πῶς διέφυγες; — Χάρις εἰς μίαν γυναῖκα. Ὤ! Εἶνε ἱστορία περιεπετειώδης τὴν ὁποίαν θὰ σᾶς διηγηθῶ ἄλλοτε.: [57, 1149, 332, 1186]
novel-text: — Πεντακοσίων φράγκων! ἀνέκραξεν ὁ ποιητής, ὁ ὁποῖος ἀναμφιβόλως δὲν εἶχε ποτὲ ἰδεῖ τόσα χρήματα εἰς τὸ θυλάκιόν του ἐν τοιούτῳ ποσῷ.: [547, 519, 759, 568]
classified-ad: Σμυρνόπουλος Ν. Εἰδικὸς ὀφθαλμίατρος. Ἐπιμελητὴς τῆς Ὀφθαλμολογικῆς Κλινικῆς. Ὁδὸς Τσαβέλλα 28. Ὥρ. ἐπισκέψεων 10—12.: [1220, 230, 1432, 282]
classified-ad: Πάστος Β. Μαιευτὴρ-Γυναικολόγος. Δέχεται 3—5 μ. μ. Σταδίου 9.: [994, 749, 1210, 779]
book-row: [770, 177, 983, 189]
classified-ad: Παπαδόπουλος Μ. Ἀσργυρόπουλος. Ἰατρὸς Χειρουργὸς. Πλατεῖα Ἁγίου Γεωργίου 4. Δέχεται 10—12 π. μ. καὶ 3—5.: [1220, 188, 1432, 230]
schedule-row: ΠΕΜΠΤΗΝ 8 μ. μ. διὰ Σῦρον, Τῆνον, Νάξον, Ἀμοργόν, Πάρον, Σίφνον.: [1219, 1363, 1431, 1385]
ad-title: ΤΑ ΓΝΗΣΙΩΤΕΡΑ: [117, 1277, 273, 1299]
classified-ad: Κλινικαί: [1220, 498, 1432, 516]
french-ad: Au centre de la ville 1er Etage à louer des chambres meublées avec balcon. Occasion d'apprendre l'allemand et le Français. Renseignements Rue Kolokotroni 44. (3): [57, 1404, 332, 1440]
divider: [57, 1273, 332, 1274]
continued-note: (Ἀκολουθεῖ): [478, 1592, 536, 1604]
watch-ad-text: Ὅλα αὐτὰ τὰ ὡρολόγια εἶνε ἄριστα ποιότητος καὶ ἀκριβέστατα μέχρι λεπτοῦ. Ἀλλὰ πρῶτον ἀπαιτεῖ δραχμὰς 35— 40 τὰ ἀνδρικὰ νικέλινα, καὶ δεύτερον πρέπει νὰ τὸ ἀγοράσετε ἀπὸ τὸν ἐν Ἀθήναις ἀντιπρόσωπον αὐτῶν.: [770, 463, 983, 536]
classified-ad: Καρυοφύλλη. Ἰδιωτικὴ Κλινικὴ ἡ Εὐαγγελισμὸς. Ὁδὸς Πατησίων 45. Δέχεται πάσχοντας νοσήματα νευρικὰ καὶ παθήσεις κοιλίας.: [1220, 515, 1432, 568]
schedule-row: ΤΕΤΑΡΤΗΝ Μεσημβρίαν. Δι' Ἡράκλειον, Ρέθυμνον, Χανιά.: [1219, 1308, 1431, 1330]
lottery-cell: 4 »: [994, 971, 1014, 985]
baths-signature: Ὁ Διευθυντής Π. ΒΛΑΣΣΟΠΟΥΛΟΣ: [790, 1086, 963, 1098]
col1-text: — Ἔχομες καλά, Ἀχμέτ. — Ἐν τούτοις, ὁ ἄνθρωπος τοῦ Γιλδὶζ εἶχε πλῆρες καὶ ὅλα τὰ πληροφορίας.: [57, 287, 332, 312]
col1-text: — Ὑπολογιζω Σελήμ, ὅτι ἡ μυστικὴ καὶ ἡμεῖς πάντες ἔχομεν δικαίωμα νὰ μάθωμεν τὸ ἐπόμενον μέτρον τὸ ὁποῖον πρέπει νὰ λάβωμεν.: [57, 853, 332, 890]
novel-text: Ἀλλὰ μόνον τὴν κόμητα παρετήρουν. — Σᾶς εἶπα, ὑπέλαβεν, μετὰ μικράν σιγήν, ὅτι ὁ ἄνθρωπος τὸν ὁποῖον ἠθέλετε νὰ σῶσητε εἶνε ὁ μόνος ἔνοχος. Πῶς λοιπὸν νὰ σωθῇ ἀφοῦ ἔπαιξεν ὅλα τὰ χαρτιά του;: [344, 1198, 536, 1272]
masthead-rule: [55, 103, 1433, 106]
novel-text: — Πάρα τοὺς διαφρασάντας αἰῶνας, παρὰ τὰς μεγάλας προόδους τῆς κοινωνικῆς προόδου, τὰ σχήματα μας δὲν ἀφίνουν νὰ ἐκφρασθῇ ἡ ἀληθὴς εὐγένεια. — Καὶ ποῦ κατοικεῖ ἡ ὡραία αὕτη νεάνις;: [547, 999, 759, 1061]
classifieds-left: [994, 159, 1214, 790]
classified-ad: Π. Γ. ΠΟΛΙΤΗΣ Δικηγόρος. Παραλία Φαλήρου (Τζιτζιφιές).: [994, 720, 1210, 749]
novel-text: Ἐνόμιζα, ὅτι θὰ ἐξέχεσθε, ἔτσι χωρὶς πολλὰς διατυπώσεις, νὰ δεικνύητε ἀνθρώπους μαζί μου, ὑπέλαβεν ὁ Μαυρίκιος. — Πῶς; εἶπεν ὁ Σαρρύ ἱστάμενος ἀποτόμως, εἶσθε λοιπὸν πλούσιος σήμερον;: [547, 354, 759, 428]
classified-ad: Τὸ Ἀσέρρ Ν. Γεωργάτου Σταδίου 35. Πλουσία συλλογὴ ὅλων τῶν εἰδῶν, φάρμακα ἐκλεκτά.: [1220, 679, 1432, 720]
novel-text: Ὁ Ἰάκωβος Σαρρύ ἔρανεν λίαν ἀμηχανῶν. Ἐξίστασε ν' ἀπαντήσῃ. — Καλά, εἶπεν ὁ Μαυρίκιος, βλέπω ὅτι ἡ πρότασίς μου δὲν σᾶς εὐχαριστεῖ. — Ἡ κρίσις σας εἶνε πολὺ τολμηρά, τοὐναντίον, καὶ μὲ κολακεύει ἀπείρως. Ἀλλά...: [547, 646, 759, 731]
col1-text: — Ἐπὶ μίαν ἀτυχῆ περίπτωσιν, εἶπεν ὁ φυνταγματάρχης Ἀρίφ. Ἐπρεπε νὰ ἐγνωρίζω καὶ ἐκεῖνα τὰς σκέψεις καὶ τὰς ἀποφάσεις μας.: [57, 210, 332, 247]
store-address: 61 Ὁδὸς Κολοκοτρώνη 61: [1031, 1333, 1172, 1345]
banner-text: δραχ. κατὰ μῆνα: [1275, 1921, 1792, 1984]
novel-subtitle: (Συνέχεια ἐκ τοῦ χθεσινοῦ): [372, 186, 508, 198]
watch-ad-title: Μία ἐξήγησις περὶ χρονομέτρων διὰ νὰ μὴ πλανᾶσθε εὐκόλως καὶ δαπανᾶτε τὸ χρῆμά σας ἀσκόπως: [790, 257, 963, 335]
watch-ad-text: βραβευθέντα εἰς ὅλας τὰς παγκοσμίους ἐκθέσεις Εὐρώπης καὶ Ἀμερικῆς διὰ grand prix, καὶ ἄλλων μεγάλων βραβείων καὶ διπλωμάτων, δὲν εἶνε οὔτε ἐν, οὔτε δύο, ἀλλὰ πλεῖστα ὅσα καὶ ἀναφέρομεν ταῦτα, ἐξ αὐτῶν τὰ σχετικὰ εὐθηνότερα καὶ γνωστά. LONGINES, ORION, OMEGA, ZENITH, RAUSENBACH, INVAR, WALTHAM, ELGIN, κτλ.: [770, 350, 983, 461]
schedule-row: ΤΕΤΑΡΤΗΝ 5 μ. μ. διὰ Λιμνηλοὺς, Ἐδηψὸν, Χαλκίδα, Αἰγίνιον, Αἰδηψόν, Ἀταλάντην, Σκιάθον, Βόλον, Ἀλμυρόν.: [1219, 1330, 1431, 1363]
book-price: » 1.50: [953, 142, 983, 153]
col1-text: — Ἔχει καλῶς. — Καὶ ὁ Ἀρίφ μπῆκε ἐγειρόμενος. — Ὑπέσχομαι εἶπεν, ὅτι ὁ κατάσκοπος θὰ τιμωρηθῇ.: [57, 545, 332, 569]
ad-text: Εἶνε πλέον βέβαιον περὶ τοῦ ποτοῦ καὶ ἡδυπότου, ὅτι τὰ γνησιώτερα ἀδιάβλητα καὶ ἐξαιρετικώτατα ποτὰ καὶ ἡδύποτα εὑρίσκονται εἰς τὸ μέγα ποτοποιεῖον τοῦ κ. Ιω. Σ. Παρασκευᾶ, Ἀχαρνῶν 3 (παρὰ τὴν πλατεῖαν Ὁμονοίας).: [57, 1318, 332, 1379]
rent-contact: Πληροφορίαι ὁδὸς Ἀθηνᾶς 35.: [802, 1197, 951, 1209]
lottery-cell: ἐξ 164.400 »: [1242, 1044, 1325, 1059]
page-bottom-edge: [0, 2037, 1470, 2048]
novel-text: — Ναί. Διατί μοῦ κάμνετε αὐτὴν τὴν ἐρώτησιν; — Διότι εἶχα ἐλπίσει ὅτι θὰ διηγηθῆτε μαζὶ τὴν ἐπίσκεψιν ἐκείνην. Ὁ ποιητὴς ἐκτύπησε διὰ τῶν δακτύλων του ἐπὶ ἑνὸς τῶν θυλακίων του.: [547, 228, 759, 289]
novel-text: Μόνος εἰς ἄνθρωπος ἠδύνατο νὰ εἶναι τὸ κύριον πρόσωπον τῆς ὑποθέσεως, ὁ ὁποῖος θὰ εἶχε ὁμολογήσει, μόνον ἐὰν τὸν ἐξέθετεν εἰς τὸν πειρασμὸν νὰ ὁμολογήσῃ.: [344, 413, 536, 475]
lottery-table: [994, 951, 1431, 1079]
lottery-row: [994, 1006, 1431, 1024]
lottery-banner: [994, 870, 1431, 947]
col1-text: — Δὲν ποτίω ἐγὼ δι' αὐτὸ ἐν τούτοις, εἶπεν ὁ Ἀχμέτ. Ἐπραξα ἔργον ὑψίστης φρονήσεως, μὴ συναντήσας κανένα τῶν φίλων μας, τῶν ὁποίων οὕτω δὲ ἐγνώρισα.: [57, 1214, 332, 1251]
classified-ad: Κοκκινάκης Ἰω. Ἰατρὸς εἰδικὸς τῶν ἀφροδισίων νόσων. Δέχεται 9—11 π. μ. καὶ 2—4 μ. μ.: [994, 650, 1210, 692]
col1-text: — Ὑποσχέθηκε εἶπεν μὲ φωνὴν καὶ ἐμεῖς ἀξιωματικοί. Ὅσοι εἴμεθα ἐδῶ θὰ τὸν τιμωρήσωμεν. Βεβαιώθητε ὅτι τὸ Γιλδὶζ θὰ ἀποκτήσῃ τὸ παρ' ἡμῶν τιμωρίαν.: [57, 571, 332, 620]
lottery-date: Ἐν Ἀθήναις τῇ 15/28 Ἰανουαρίου 1909.: [1116, 1168, 1309, 1180]
divider: [770, 252, 983, 253]
